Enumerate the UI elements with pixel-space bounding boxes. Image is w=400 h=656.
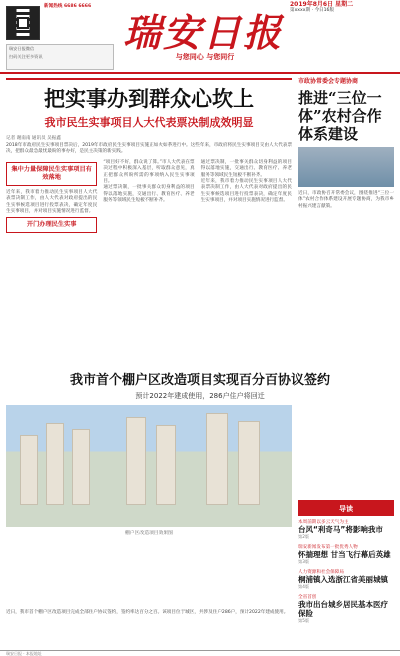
guide-page: 第3版 [298,559,310,564]
guide-page: 第5版 [298,618,310,623]
divider [6,78,292,80]
guide-box [298,500,394,628]
lead-col-text: “项目好不好，群众说了算。”市人大代表在票决过程中积极深入基层，听取群众意见，真正把群众所盼所需的事项纳入民生实事项目。 [103,159,195,185]
masthead-ad[interactable]: 瑞安日报微信 扫码关注更多资讯 [6,44,114,70]
guide-item[interactable] [298,594,394,624]
rendering-caption: 棚户区改造项目效果图 [125,531,173,536]
lead-story [6,78,292,237]
guide-title: 导读 [298,502,394,516]
building [206,413,228,505]
side-text: 近日，市政协召开常委会议，围绕推进“三位一体”农村合作体系建设开展专题协商，为我市乡村振兴建言献策。 [298,191,394,209]
lead-col-text: 近年来，我市着力推动民生实事项目人大代表票决制工作，由人大代表对政府提出的民生实事候选项目进行投票表决，确定年度民生实事项目，并对项目实施情况进行监督。 [200,179,292,204]
issue-info [290,2,398,14]
lead-promo-title: 集中力量保障民生实事项目有效落地 [11,165,92,181]
second-text: 近日，我市首个棚户区改造项目完成全部住户协议签约，签约率达百分之百。该项目位于城区，共涉及住户286户，预计2022年建成使用。 [6,610,289,615]
guide-item[interactable] [298,519,394,540]
building [156,425,176,505]
guide-page: 第2版 [298,534,310,539]
guide-kicker: 全省首创 [298,595,317,600]
side-headline[interactable]: 推进“三位一体”农村合作体系建设 [298,89,382,143]
lead-columns [6,160,292,238]
lead-byline: 记者 谢南南 通讯员 吴振鑫 [6,136,61,141]
building [126,417,146,505]
lead-intro: 2018年市政府民生实事项目票决后，2019年市政府民生实事项目实施正如火如荼进行中。这些年来，市政府将民生实事项目交由人大代表票决，把群众最急最忧最盼的事办好，是民主决策的新实践。 [6,143,292,155]
guide-kicker: 人力资源和社会保障局 [298,570,344,575]
qr-code-icon[interactable] [6,6,40,40]
lead-col-text: 通过票决制，一批事关群众切身利益的项目得以落地实施，交通出行、教育医疗、养老服务等领域民生短板不断补齐。 [103,185,195,204]
building [238,421,260,505]
issue-date: 2019年8月6日 星期二 [290,1,354,8]
side-kicker: 市政协常委会专题协商 [298,78,359,85]
masthead [0,0,400,74]
second-headline[interactable]: 我市首个棚户区改造项目实现百分百协议签约 [69,373,330,388]
second-story-text [6,610,292,616]
hotline: 新闻热线 6686 6666 [44,4,92,9]
guide-headline[interactable]: 台风“利奇马”将影响我市 [298,525,383,534]
building [72,429,90,505]
side-story [298,78,394,210]
guide-item[interactable] [298,544,394,565]
lead-column [201,160,292,238]
second-visual [6,405,292,536]
guide-headline[interactable]: 怀揣理想 甘当飞行幕后英雄 [298,550,391,559]
lead-column [103,160,194,238]
building [20,435,38,505]
guide-headline[interactable]: 我市出台城乡居民基本医疗保险 [298,600,388,618]
page-footer: 瑞安日报 · 本报地址 [0,650,400,656]
lead-promo-2 [6,217,97,233]
issue-number: 第xxxx期 · 今日16版 [290,8,335,14]
lead-promo [6,162,97,186]
lead-col-text: 近年来，我市着力推动民生实事项目人大代表票决制工作，由人大代表对政府提出的民生实事候选项目进行投票表决，确定年度民生实事项目，并对项目实施情况进行监督。 [6,189,98,215]
project-rendering [6,405,292,527]
lead-promo2-title: 开门办理民生实事 [26,221,77,229]
second-subhead: 预计2022年建成使用，286户住户将回迁 [135,392,265,400]
guide-kicker: 本周前期以多云天气为主 [298,520,349,525]
lead-column [6,160,97,238]
building [46,423,64,505]
newspaper-logo: 瑞安日报 [122,10,283,55]
guide-kicker: 瑞安新闻发布第一批优秀人物 [298,545,358,550]
guide-page: 第4版 [298,584,310,589]
side-photo [298,147,394,187]
lead-subhead: 我市民生实事项目人大代表票决制成效明显 [44,116,254,129]
slogan: 与您同心 与您同行 [175,53,235,61]
guide-item[interactable] [298,569,394,590]
lead-col-text: 通过票决制，一批事关群众切身利益的项目得以落地实施，交通出行、教育医疗、养老服务等领域民生短板不断补齐。 [200,159,292,178]
guide-headline[interactable]: 桐浦镇入选浙江省美丽城镇 [298,575,388,584]
lead-headline[interactable]: 把实事办到群众心坎上 [44,86,254,111]
